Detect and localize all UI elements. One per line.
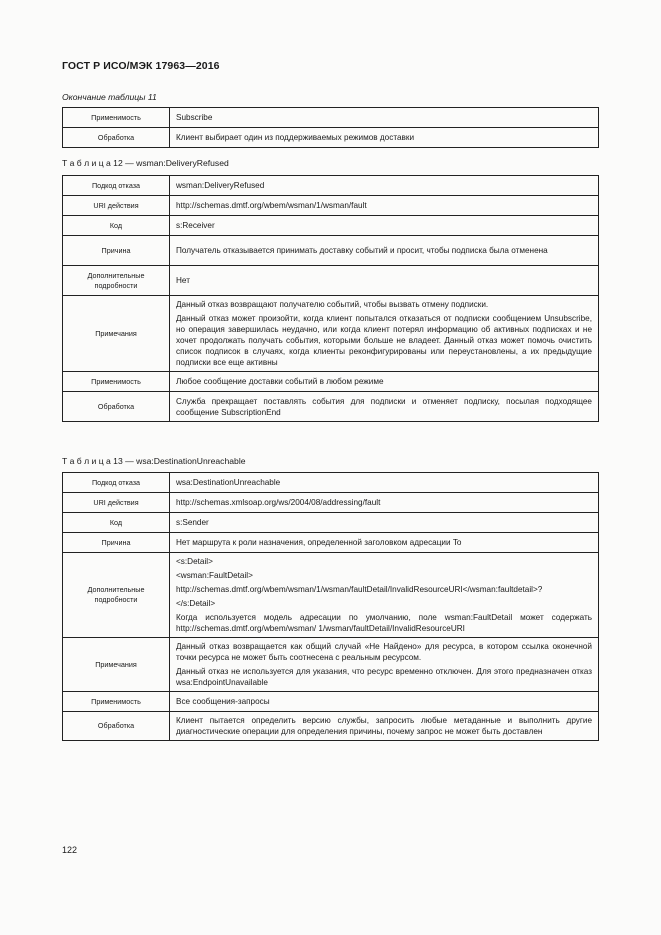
row-value — [170, 638, 599, 692]
table-row — [63, 493, 599, 513]
row-value: wsa:DestinationUnreachable — [170, 473, 599, 493]
row-value — [170, 553, 599, 638]
row-label: Подкод отказа — [63, 473, 170, 493]
row-value: s:Receiver — [170, 216, 599, 236]
row-label: URI действия — [63, 196, 170, 216]
row-label: Обработка — [63, 392, 170, 422]
row-value — [170, 296, 599, 372]
row-value: Нет — [170, 266, 599, 296]
row-label: Применимость — [63, 692, 170, 712]
table11 — [62, 107, 599, 148]
note-paragraph: Данный отказ возвращается как общий случай «Не Найдено» для ресурса, в котором ссылка оконечной точки ресурса не может быть соотнесена с реальным ресурсом. — [176, 642, 592, 662]
note-paragraph: Данный отказ возвращают получателю событий, чтобы вызвать отмену подписки. — [176, 300, 489, 309]
detail-line: <s:Detail> — [176, 557, 213, 566]
row-label: Причина — [63, 236, 170, 266]
table13-caption: Т а б л и ц а 13 — wsa:DestinationUnreachable — [62, 456, 246, 466]
row-value: http://schemas.dmtf.org/wbem/wsman/1/wsman/fault — [170, 196, 599, 216]
row-label: Код — [63, 216, 170, 236]
row-label: Примечания — [63, 296, 170, 372]
table12-caption: Т а б л и ц а 12 — wsman:DeliveryRefused — [62, 158, 229, 168]
row-value: Все сообщения-запросы — [170, 692, 599, 712]
row-label: Подкод отказа — [63, 176, 170, 196]
row-value: wsman:DeliveryRefused — [170, 176, 599, 196]
row-value: Клиент пытается определить версию службы, запросить любые метаданные и выполнить другие диагностические операции для определения причины, почему запрос не может быть доставлен — [170, 712, 599, 741]
row-label: Применимость — [63, 372, 170, 392]
table-row — [63, 196, 599, 216]
table-row — [63, 128, 599, 148]
row-value: http://schemas.xmlsoap.org/ws/2004/08/addressing/fault — [170, 493, 599, 513]
table-row — [63, 216, 599, 236]
row-value: Нет маршрута к роли назначения, определенной заголовком адресации To — [170, 533, 599, 553]
row-label: Дополнительные подробности — [63, 553, 170, 638]
table11-caption: Окончание таблицы 11 — [62, 92, 157, 102]
table-row — [63, 372, 599, 392]
row-label: Причина — [63, 533, 170, 553]
table-row — [63, 176, 599, 196]
table13 — [62, 472, 599, 741]
table-row — [63, 513, 599, 533]
row-value: s:Sender — [170, 513, 599, 533]
detail-line: Когда используется модель адресации по умолчанию, поле wsman:FaultDetail может содержать http://schemas.dmtf.org/wbem/wsman/ 1/wsman/faultDetail/InvalidResourceURI — [176, 613, 592, 633]
row-label: Применимость — [63, 108, 170, 128]
table-row — [63, 392, 599, 422]
detail-line: </s:Detail> — [176, 599, 216, 608]
standard-header: ГОСТ Р ИСО/МЭК 17963—2016 — [62, 60, 220, 72]
table-row — [63, 266, 599, 296]
table-row — [63, 473, 599, 493]
row-label: Обработка — [63, 128, 170, 148]
row-value: Служба прекращает поставлять события для подписки и отменяет подписку, посылая подходящее сообщение SubscriptionEnd — [170, 392, 599, 422]
table-row — [63, 712, 599, 741]
row-label: Обработка — [63, 712, 170, 741]
note-paragraph: Данный отказ не используется для указания, что ресурс временно отключен. Для этого предназначен отказ wsa:EndpointUnavailable — [176, 667, 592, 687]
table-row — [63, 296, 599, 372]
row-value: Клиент выбирает один из поддерживаемых режимов доставки — [170, 128, 599, 148]
table-row — [63, 692, 599, 712]
row-label: URI действия — [63, 493, 170, 513]
row-value: Любое сообщение доставки событий в любом режиме — [170, 372, 599, 392]
page-number: 122 — [62, 845, 78, 855]
row-label: Код — [63, 513, 170, 533]
row-value: Subscribe — [170, 108, 599, 128]
table12 — [62, 175, 599, 422]
table-row — [63, 638, 599, 692]
row-value: Получатель отказывается принимать доставку событий и просит, чтобы подписка была отменена — [170, 236, 599, 266]
detail-line: <wsman:FaultDetail> — [176, 571, 253, 580]
table-row — [63, 236, 599, 266]
table-row — [63, 553, 599, 638]
row-label: Примечания — [63, 638, 170, 692]
row-label: Дополнительные подробности — [63, 266, 170, 296]
table-row — [63, 108, 599, 128]
detail-line: http://schemas.dmtf.org/wbem/wsman/1/wsman/faultDetail/InvalidResourceURI</wsman:faultdetail>? — [176, 585, 543, 594]
table-row — [63, 533, 599, 553]
note-paragraph: Данный отказ может произойти, когда клиент попытался отказаться от подписки сообщением Unsubscribe, но операция завершилась неудачно, или когда клиент потерял информацию об активных подписках и не хочет продолжать получать события, которыми больше не владеет. Данный отказ может помочь очистить список подписок в случаях, когда клиенты реконфигурированы или переустановлены, а их предыдущие подписки все еще активны — [176, 314, 592, 367]
